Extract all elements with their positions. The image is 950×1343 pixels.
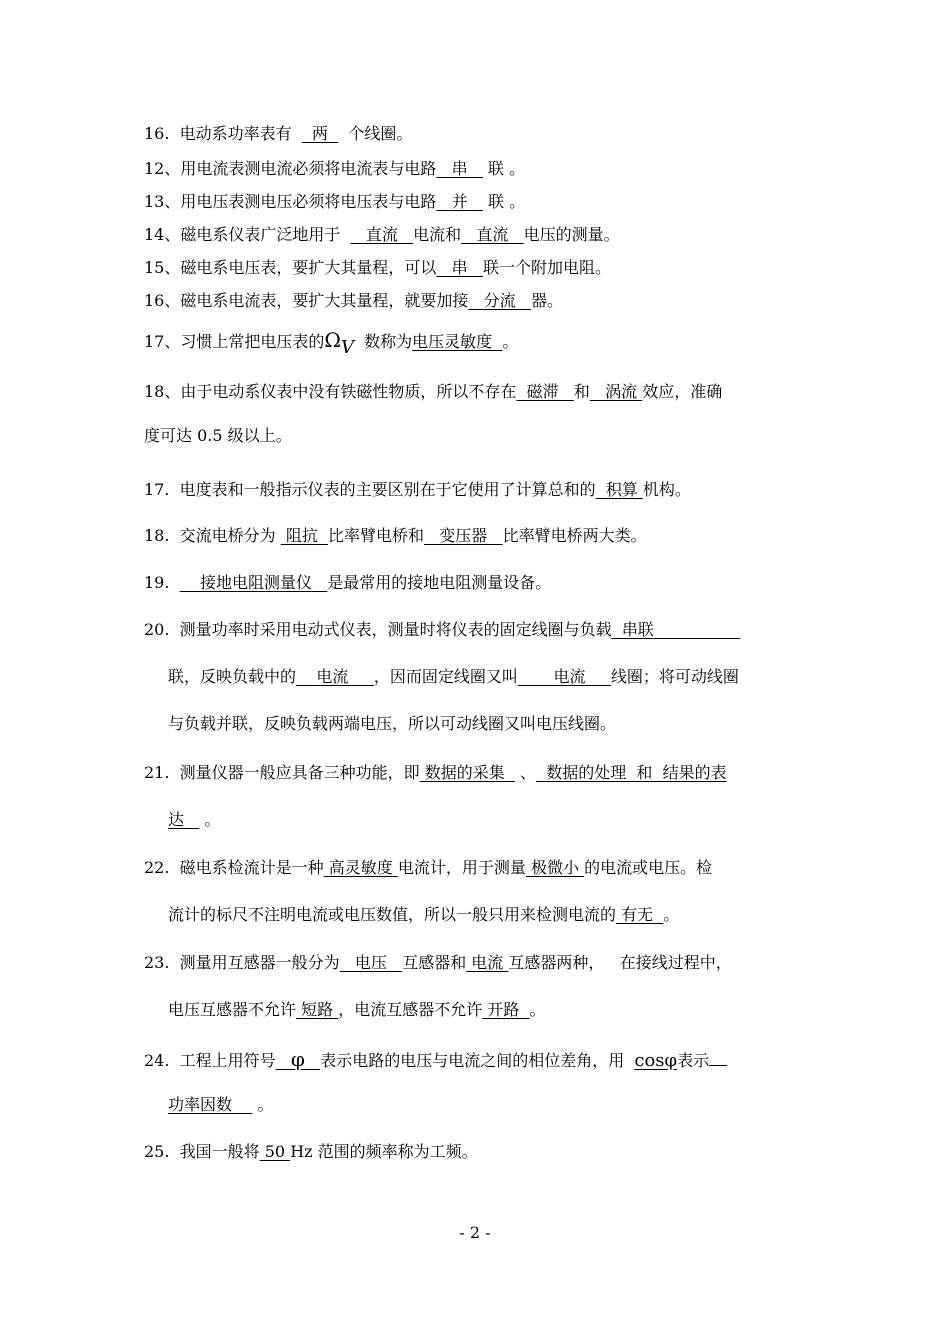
question-text: 流计的标尺不注明电流或电压数值，所以一般只用来检测电流的 [168, 905, 617, 924]
question-18b [144, 526, 647, 546]
question-number: 17. [144, 480, 170, 499]
question-text: 电动系功率表有 [179, 124, 292, 143]
question-text: 、 [520, 763, 537, 782]
answer-blank [412, 332, 502, 351]
question-number: 13、 [144, 192, 181, 211]
answer-text: 数据的采集 [424, 763, 505, 782]
answer-text: 电流 [553, 667, 586, 686]
answer-blank [296, 1000, 338, 1019]
question-24 [144, 1048, 727, 1071]
question-text: 度可达 0.5 级以上。 [144, 426, 292, 445]
question-text: ，因而固定线圈又叫 [373, 667, 518, 686]
question-text: 联一个附加电阻。 [482, 258, 611, 277]
question-text: 我国一般将 [179, 1142, 260, 1161]
question-text: Hz 范围的频率称为工频。 [290, 1142, 478, 1161]
question-text: 。 [502, 332, 519, 351]
question-22 [144, 858, 712, 878]
cos-phi-symbol: cosφ [634, 1050, 678, 1071]
question-text: 效应，准确 [642, 382, 723, 401]
answer-text: 电流 [316, 667, 349, 686]
answer-text: 两 [311, 124, 328, 143]
answer-text: 分流 [483, 291, 516, 310]
question-text: 表示电路的电压与电流之间的相位差角，用 [320, 1051, 625, 1070]
answer-text: 开路 [487, 1000, 520, 1019]
question-number: 16、 [144, 291, 181, 310]
question-16b [144, 291, 563, 311]
answer-blank [296, 667, 374, 686]
question-text: 在接线过程中， [619, 953, 732, 972]
ohm-symbol: Ω [324, 328, 341, 352]
question-23-line2 [168, 1000, 546, 1020]
question-text: 与负载并联，反映负载两端电压，所以可动线圈又叫电压线圈。 [168, 714, 617, 733]
answer-blank [436, 159, 483, 178]
answer-blank [482, 1000, 529, 1019]
answer-blank [168, 1095, 252, 1114]
question-23 [144, 953, 732, 973]
question-number: 12、 [144, 159, 181, 178]
question-22-line2 [168, 905, 679, 925]
answer-blank [260, 1142, 291, 1161]
question-25 [144, 1142, 478, 1162]
question-text: 联，反映负载中的 [168, 667, 297, 686]
question-text: 交流电桥分为 [179, 526, 276, 545]
question-24-line2 [168, 1095, 273, 1115]
question-13 [144, 192, 525, 212]
question-15 [144, 258, 611, 278]
answer-text: 直流 [365, 225, 398, 244]
answer-blank [302, 124, 338, 143]
question-17b [144, 480, 691, 500]
question-text: 电流和 [413, 225, 462, 244]
question-12 [144, 159, 525, 179]
answer-blank [518, 667, 611, 686]
answer-text: 磁滞 [526, 382, 559, 401]
question-number: 15、 [144, 258, 181, 277]
answer-text: 50 [264, 1142, 286, 1161]
question-number: 19. [144, 573, 170, 592]
question-text: 联 。 [488, 159, 526, 178]
answer-text: 电流 [471, 953, 504, 972]
question-text: 用电流表测电流必须将电流表与电路 [180, 159, 437, 178]
question-text: 机构。 [642, 480, 691, 499]
question-17a [144, 328, 519, 358]
answer-blank [424, 526, 503, 545]
answer-text: 高灵敏度 [328, 858, 393, 877]
question-text: 互感器和 [402, 953, 467, 972]
question-19 [144, 573, 551, 593]
answer-text: 接地电阻测量仪 [199, 573, 312, 592]
question-text: 表示 [677, 1051, 710, 1070]
question-number: 24. [144, 1051, 170, 1070]
answer-text: 达 [168, 810, 185, 829]
question-14 [144, 225, 620, 245]
question-text: 是最常用的接地电阻测量设备。 [327, 573, 552, 592]
question-number: 23. [144, 953, 170, 972]
question-21-line2 [168, 810, 220, 830]
answer-blank [516, 382, 573, 401]
question-text: 工程上用符号 [179, 1051, 276, 1070]
question-text: 。 [663, 905, 680, 924]
answer-text: 串 [451, 258, 468, 277]
page-number: - 2 - [459, 1223, 491, 1242]
question-text: 数称为 [364, 332, 413, 351]
answer-blank [420, 763, 515, 782]
question-text: 比率臂电桥两大类。 [502, 526, 647, 545]
question-number: 18、 [144, 382, 181, 401]
answer-blank [436, 192, 483, 211]
question-number: 20. [144, 620, 170, 639]
question-text: 比率臂电桥和 [328, 526, 425, 545]
answer-blank [276, 1047, 321, 1071]
question-text: 测量用互感器一般分为 [179, 953, 340, 972]
answer-blank-start [709, 1048, 727, 1066]
answer-text: 结果的表 [662, 763, 727, 782]
question-number: 17、 [144, 332, 181, 351]
answer-blank [526, 858, 584, 877]
question-text: 用电压表测电压必须将电压表与电路 [180, 192, 437, 211]
question-text: 和 [573, 382, 590, 401]
question-text: 和 [636, 763, 653, 782]
question-text: 器。 [530, 291, 563, 310]
question-text: 测量功率时采用电动式仪表，测量时将仪表的固定线圈与负载 [179, 620, 612, 639]
answer-blank [168, 810, 199, 829]
question-text: 磁电系检流计是一种 [179, 858, 324, 877]
question-number: 18. [144, 526, 170, 545]
question-number: 14、 [144, 225, 181, 244]
answer-blank [436, 258, 483, 277]
answer-blank [324, 858, 398, 877]
question-text: 习惯上常把电压表的 [180, 332, 325, 351]
question-text: 磁电系电流表，要扩大其量程，就要加接 [180, 291, 469, 310]
question-text: 电压互感器不允许 [168, 1000, 297, 1019]
question-20-line3 [168, 714, 616, 734]
answer-blank [536, 763, 727, 782]
answer-text: 短路 [301, 1000, 334, 1019]
question-20 [144, 620, 740, 640]
question-20-line2 [168, 667, 739, 687]
question-text: 互感器两种， [508, 953, 605, 972]
question-18a-continued [144, 426, 292, 446]
question-text: 电压的测量。 [523, 225, 620, 244]
question-16a [144, 124, 412, 144]
question-text: ，电流互感器不允许 [338, 1000, 483, 1019]
question-text: 磁电系电压表，要扩大其量程，可以 [180, 258, 437, 277]
answer-text: 并 [451, 192, 468, 211]
answer-text: 涡流 [605, 382, 638, 401]
question-text: 电流计，用于测量 [397, 858, 526, 877]
answer-text: 串联 [621, 620, 654, 639]
answer-blank [281, 526, 328, 545]
answer-text: 变压器 [439, 526, 488, 545]
answer-blank [180, 573, 328, 592]
question-text: 联 。 [488, 192, 526, 211]
question-text: 个线圈。 [348, 124, 413, 143]
answer-text: 功率因数 [168, 1095, 233, 1114]
question-number: 22. [144, 858, 170, 877]
answer-text: 直流 [476, 225, 509, 244]
question-text: 。 [257, 1095, 274, 1114]
question-text: 磁电系仪表广泛地用于 [180, 225, 341, 244]
answer-text: 电压灵敏度 [412, 332, 493, 351]
question-21 [144, 763, 727, 783]
answer-blank [351, 225, 414, 244]
answer-text: 阻抗 [285, 526, 318, 545]
question-text: 。 [529, 1000, 546, 1019]
answer-text: 数据的处理 [546, 763, 627, 782]
answer-blank [616, 905, 663, 924]
answer-blank [612, 620, 741, 639]
answer-blank [468, 291, 531, 310]
question-text: 测量仪器一般应具备三种功能，即 [179, 763, 420, 782]
answer-blank [596, 480, 643, 499]
answer-text: 极微小 [530, 858, 579, 877]
answer-text: 有无 [621, 905, 654, 924]
question-text: 线圈；将可动线圈 [610, 667, 739, 686]
question-text: 的电流或电压。检 [584, 858, 713, 877]
question-text: 电度表和一般指示仪表的主要区别在于它使用了计算总和的 [179, 480, 596, 499]
question-text: 。 [204, 810, 221, 829]
phi-symbol: φ [290, 1047, 305, 1071]
question-text: 由于电动系仪表中没有铁磁性物质，所以不存在 [180, 382, 517, 401]
volt-subscript: V [340, 337, 354, 358]
question-number: 25. [144, 1142, 170, 1161]
answer-text: 电压 [354, 953, 387, 972]
question-18a [144, 382, 722, 402]
answer-blank [461, 225, 524, 244]
answer-blank [466, 953, 508, 972]
answer-blank [590, 382, 642, 401]
answer-text: 串 [451, 159, 468, 178]
question-number: 21. [144, 763, 170, 782]
answer-blank [340, 953, 403, 972]
answer-text: 积算 [605, 480, 638, 499]
question-number: 16. [144, 124, 170, 143]
